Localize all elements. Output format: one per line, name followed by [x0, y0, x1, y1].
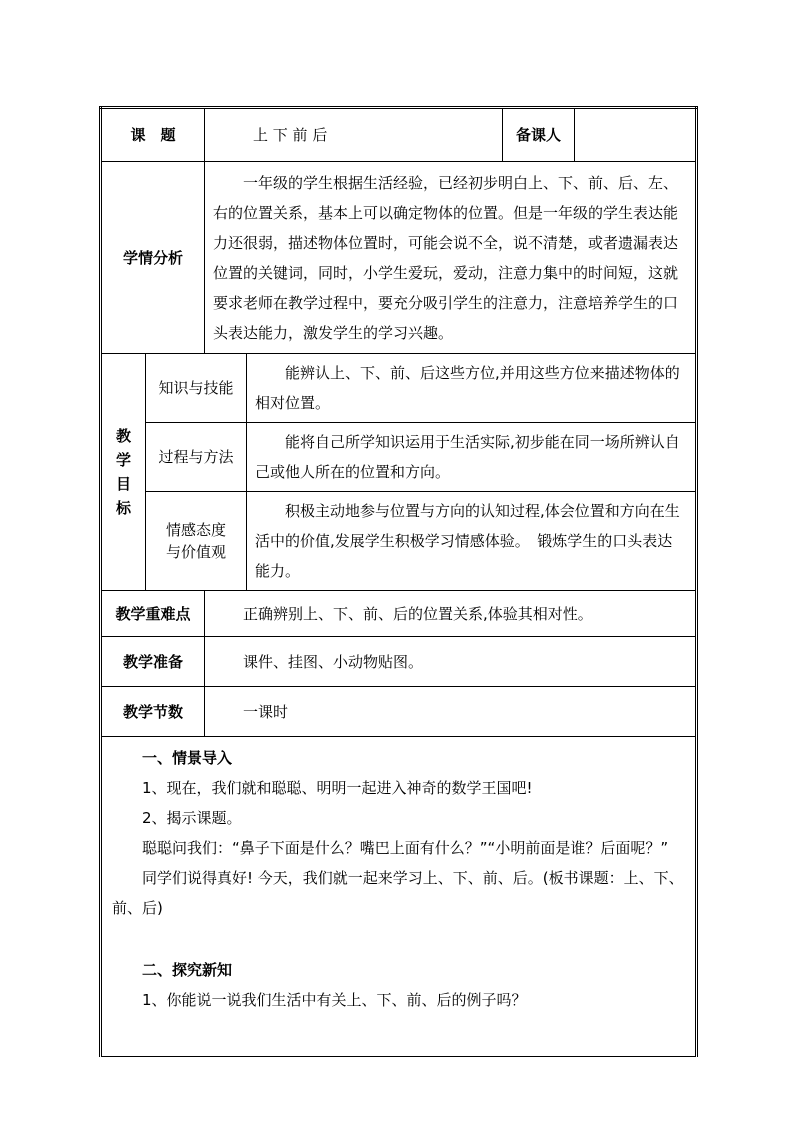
goal-text-process: 能将自己所学知识运用于生活实际,初步能在同一场所辨认自己或他人所在的位置和方向。: [247, 423, 697, 492]
keypoints-text: 正确辨别上、下、前、后的位置关系,体验其相对性。: [205, 591, 697, 637]
keypoints-row: [101, 591, 697, 637]
preparer-label: 备课人: [503, 108, 575, 162]
lesson-body: [101, 737, 697, 1057]
goals-label-char: 标: [115, 499, 131, 517]
lesson-body-row: [101, 737, 697, 1057]
preparation-label: 教学准备: [101, 637, 205, 687]
section2-line1: 1、你能说一说我们生活中有关上、下、前、后的例子吗？: [142, 991, 527, 1009]
goal-text-knowledge: 能辨认上、下、前、后这些方位,并用这些方位来描述物体的相对位置。: [247, 354, 697, 423]
goal-name-emotion: 情感态度与价值观: [146, 492, 247, 591]
analysis-row: [101, 162, 697, 354]
periods-label: 教学节数: [101, 687, 205, 737]
goal-row-emotion: [101, 492, 697, 591]
preparation-row: [101, 637, 697, 687]
section1-line3: 聪聪问我们：“鼻子下面是什么？嘴巴上面有什么？”“小明前面是谁？后面呢？”: [142, 839, 669, 857]
section1-line1: 1、现在，我们就和聪聪、明明一起进入神奇的数学王国吧!: [142, 779, 533, 797]
analysis-text: 一年级的学生根据生活经验，已经初步明白上、下、前、后、左、右的位置关系，基本上可以确定物体的位置。但是一年级的学生表达能力还很弱，描述物体位置时，可能会说不全，说不清楚，或者遗漏表达位置的关键词，同时，小学生爱玩，爱动，注意力集中的时间短，这就要求老师在教学过程中，要充分吸引学生的注意力，注意培养学生的口头表达能力，激发学生的学习兴趣。: [205, 162, 697, 354]
analysis-label: 学情分析: [101, 162, 205, 354]
goal-name-knowledge: 知识与技能: [146, 354, 247, 423]
header-row: [101, 108, 697, 162]
goals-label: [101, 354, 146, 591]
goal-name-process: 过程与方法: [146, 423, 247, 492]
section1-title: 一、情景导入: [142, 749, 233, 767]
periods-text: 一课时: [205, 687, 697, 737]
goal-row-process: [101, 423, 697, 492]
preparation-text: 课件、挂图、小动物贴图。: [205, 637, 697, 687]
goals-label-char: 教: [115, 427, 131, 445]
goals-label-char: 学: [115, 451, 131, 469]
section2-title: 二、探究新知: [142, 961, 233, 979]
preparer-value: [575, 108, 697, 162]
section1-line2: 2、揭示课题。: [142, 809, 242, 827]
goal-text-emotion: 积极主动地参与位置与方向的认知过程,体会位置和方向在生活中的价值,发展学生积极学习情感体验。 锻炼学生的口头表达能力。: [247, 492, 697, 591]
periods-row: [101, 687, 697, 737]
spacer: [112, 923, 685, 955]
subject-label: 课 题: [101, 108, 205, 162]
subject-value: 上 下 前 后: [205, 108, 503, 162]
section1-line4: 同学们说得真好! 今天，我们就一起来学习上、下、前、后。(板书课题：上、下、前、后): [112, 869, 684, 917]
goals-label-char: 目: [115, 475, 131, 493]
goal-row-knowledge: [101, 354, 697, 423]
lesson-plan-table: [99, 106, 698, 1057]
keypoints-label: 教学重难点: [101, 591, 205, 637]
